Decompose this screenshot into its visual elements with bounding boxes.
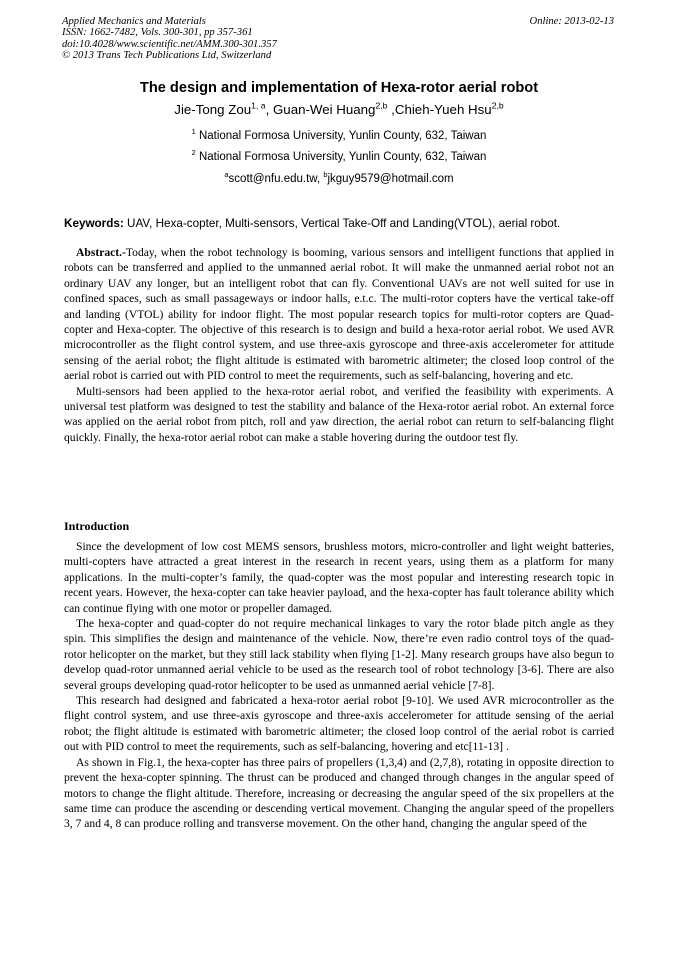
keywords	[64, 217, 614, 230]
author-superscript: 2,b	[375, 100, 388, 111]
author-separator: ,	[387, 102, 395, 117]
abstract	[64, 245, 614, 445]
author-list	[0, 102, 678, 117]
journal-header	[62, 16, 614, 61]
abstract-label: Abstract.-	[76, 246, 126, 259]
abstract-text: Today, when the robot technology is booming, various sensors and intelligent functions that applied in robots can be transferred and applied to the unmanned aerial robot. It will make the unmanned aerial robot not an ordinary UAV any longer, but an intelligent robot that can fly. Conventional UAVs are not well suited for use in confined spaces, such as small passageways or indoor halls, e.t.c. The multi-rotor copters have the vertical take-off and landing (VTOL) ability for indoor flight. The most popular research topics for multi-rotor copters are Quad- copter and Hexa-copter. The objective of this research is to design and build a hexa-rotor aerial robot. We used AVR microcontroller as the flight control system, and use three-axis gyroscope and three-axis accelerometer for attitude sensing of the aerial robot; the flight altitude is estimated with barometric altimeter; the closed loop control of the aerial robot is carried out with PID control to meet the requirements, such as self-balancing, hovering and etc.	[64, 246, 614, 383]
email-address: scott@nfu.edu.tw,	[228, 173, 324, 185]
issn-line: ISSN: 1662-7482, Vols. 300-301, pp 357-361	[62, 27, 253, 39]
keywords-text: UAV, Hexa-copter, Multi-sensors, Vertical Take-Off and Landing(VTOL), aerial robot.	[123, 217, 561, 230]
copyright-line: © 2013 Trans Tech Publications Ltd, Switzerland	[62, 49, 272, 61]
affiliation-superscript: 1	[191, 127, 196, 137]
author-separator: ,	[265, 102, 273, 117]
intro-paragraph-2: The hexa-copter and quad-copter do not require mechanical linkages to vary the rotor blade pitch angle as they spin. This simplifies the design and maintenance of the vehicle. Now, there’re even radio control toys of the quad-rotor helicopter on the market, but they still lack stability when flying [1-2]. Many research groups have also begun to develop quad-rotor unmanned aerial vehicle to be used as the research tool of robot technology [3-6]. There are also several groups developing quad-rotor helicopter to be used as unmanned aerial vehicle [7-8].	[64, 617, 614, 692]
email-superscript: a	[224, 170, 229, 180]
doi-line: doi:10.4028/www.scientific.net/AMM.300-301.357	[62, 38, 277, 50]
abstract-paragraph-2: Multi-sensors had been applied to the hexa-rotor aerial robot, and verified the feasibility with experiments. A universal test platform was designed to test the stability and balance of the Hexa-rotor aerial robot. An external force was applied on the aerial robot from pitch, roll and yaw direction, the aerial robot can return to self-balancing flight quickly. Finally, the hexa-rotor aerial robot can make a stable hovering during the outdoor test fly.	[64, 384, 614, 444]
paper-title: The design and implementation of Hexa-rotor aerial robot	[139, 80, 539, 96]
affiliation-text: National Formosa University, Yunlin County, 632, Taiwan	[195, 130, 487, 142]
affiliation-2	[0, 148, 678, 163]
author-superscript: 1, a	[251, 100, 266, 111]
email-superscript: b	[323, 170, 328, 180]
keywords-label: Keywords:	[64, 217, 124, 230]
journal-name: Applied Mechanics and Materials	[62, 16, 206, 27]
online-date: Online: 2013-02-13	[529, 16, 614, 27]
author-name: Chieh-Yueh Hsu	[394, 102, 492, 117]
email-address: jkguy9579@hotmail.com	[327, 173, 454, 185]
introduction-body	[64, 539, 614, 832]
intro-paragraph-1: Since the development of low cost MEMS sensors, brushless motors, micro-controller and light weight batteries, multi-copters have attracted a great interest in the research in recent years, using them as a platform for many applications. In the multi-copter’s family, the quad-copter was the most popular and interesting research topic in recent years. However, the hexa-copter can take heavier payload, and the hexa-copter has fault tolerance ability which can continue flying with one motor or propeller damaged.	[64, 540, 614, 615]
affiliation-text: National Formosa University, Yunlin County, 632, Taiwan	[195, 151, 487, 163]
abstract-paragraph-1	[64, 245, 614, 384]
email-line	[0, 170, 678, 185]
intro-paragraph-3: This research had designed and fabricated a hexa-rotor aerial robot [9-10]. We used AVR microcontroller as the flight control system, and use three-axis gyroscope and three-axis accelerometer for attitude sensing of the aerial robot; the flight altitude is estimated with barometric altimeter; the closed loop control of the aerial robot is carried out with PID control to meet the requirements, such as self-balancing, hovering and etc[11-13] .	[64, 694, 614, 754]
intro-paragraph-4: As shown in Fig.1, the hexa-copter has three pairs of propellers (1,3,4) and (2,7,8), rotating in opposite direction to prevent the hexa-copter spinning. The thrust can be produced and changed through changes in the angular speed of motors to change the flight altitude. Therefore, increasing or decreasing the angular speed of the six propellers at the same time can produce the ascending or descending vertical movement. Changing the angular speed of the propellers 3, 7 and 4, 8 can produce rolling and transverse movement. On the other hand, changing the angular speed of the	[64, 755, 614, 831]
affiliation-superscript: 2	[191, 148, 196, 158]
author-name: Jie-Tong Zou	[174, 102, 252, 117]
introduction-heading: Introduction	[64, 519, 130, 533]
author-name: Guan-Wei Huang	[272, 102, 376, 117]
author-superscript: 2,b	[491, 100, 504, 111]
affiliation-1	[0, 127, 678, 142]
